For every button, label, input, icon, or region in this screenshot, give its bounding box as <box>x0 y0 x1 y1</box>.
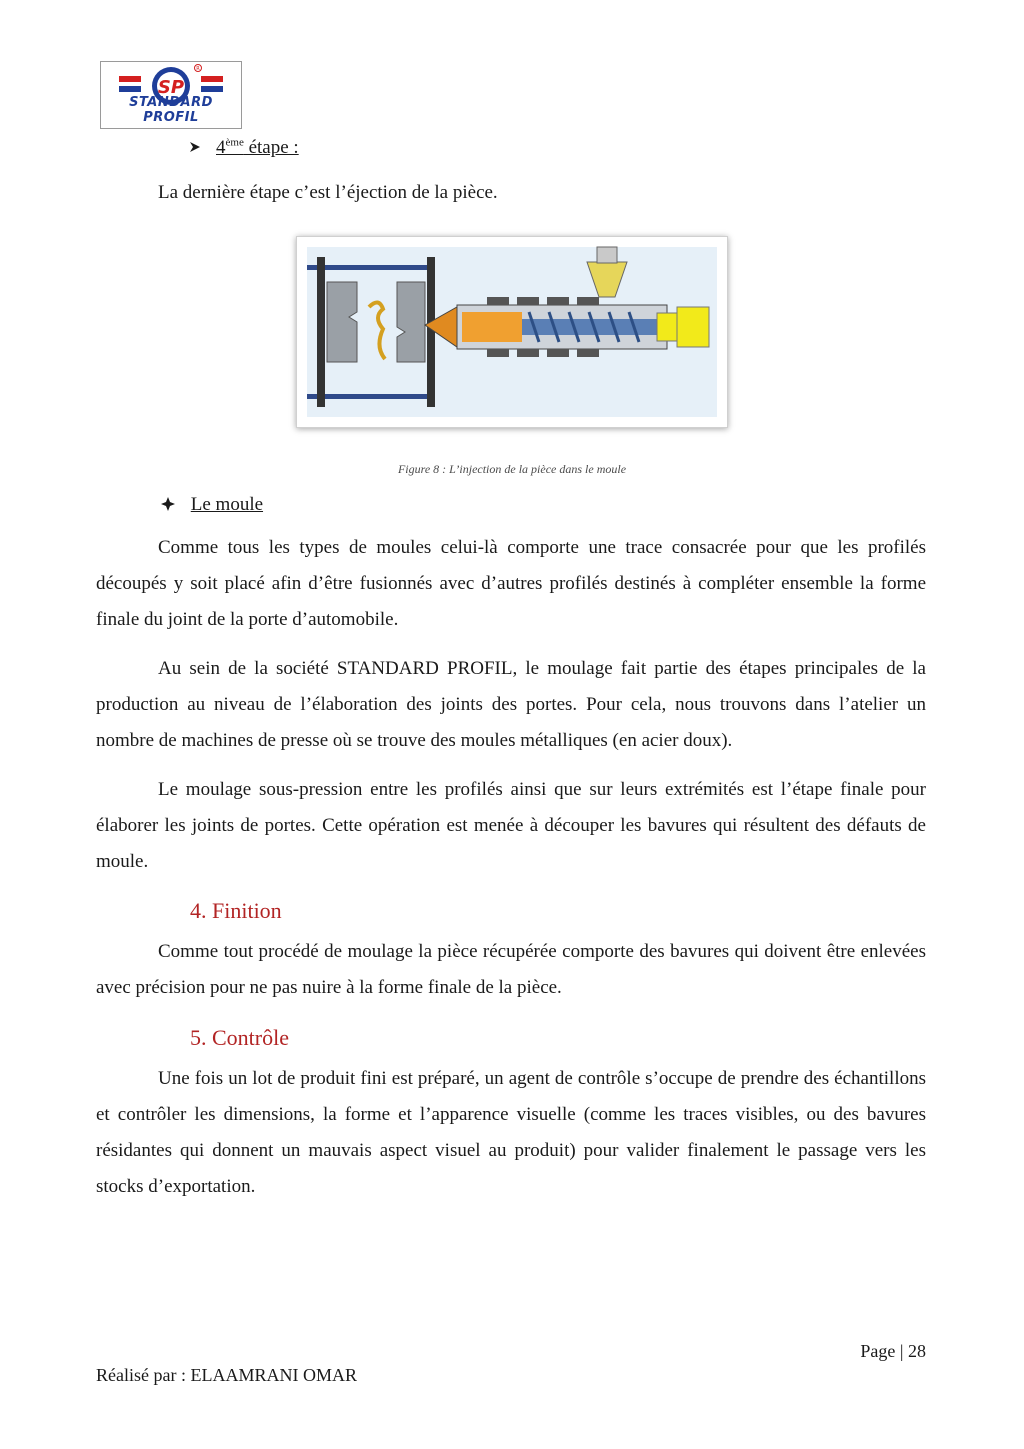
moule-title <box>160 494 263 516</box>
svg-text:R: R <box>196 66 200 72</box>
moule-paragraph-3 <box>96 772 926 880</box>
finition-heading: 4. Finition <box>190 898 282 923</box>
controle-heading: 5. Contrôle <box>190 1025 289 1050</box>
arrow-bullet-icon <box>188 140 202 154</box>
injection-figure <box>296 236 728 428</box>
svg-text:SP: SP <box>157 77 185 98</box>
step-number: 4 <box>216 137 226 159</box>
moule-paragraph-1 <box>96 530 926 638</box>
controle-paragraph-text: Une fois un lot de produit fini est préparé, un agent de contrôle s’occupe de prendre des échantillons et contrôler les dimensions, la forme et l’apparence visuelle (comme les traces visibles, ou des bavures résidantes qui donnent un mauvais aspect visuel au produit) pour valider finalement le passage vers les stocks d’exportation. <box>96 1068 926 1197</box>
injection-machine-diagram <box>297 237 727 427</box>
company-logo <box>100 61 242 129</box>
finition-paragraph <box>96 934 926 1006</box>
page-number: Page | 28 <box>860 1341 926 1361</box>
controle-paragraph <box>96 1061 926 1205</box>
step4-heading <box>188 137 299 159</box>
moule-paragraph-2 <box>96 651 926 759</box>
author-footer: Réalisé par : ELAAMRANI OMAR <box>96 1365 357 1385</box>
figure-caption: Figure 8 : L’injection de la pièce dans le moule <box>397 462 627 476</box>
step-sup: ème <box>225 137 244 149</box>
moule-title-label: Le moule <box>190 494 264 515</box>
intro-paragraph <box>96 175 926 211</box>
moule-paragraph-2-text: Au sein de la société STANDARD PROFIL, le moulage fait partie des étapes principales de la production au niveau de l’élaboration des joints des portes. Pour cela, nous trouvons dans l’atelier un nombre de machines de presse où se trouve des moules métalliques (en acier doux). <box>96 658 926 751</box>
step-label: étape : <box>243 137 299 159</box>
diamond-bullet-icon <box>160 496 176 512</box>
finition-paragraph-text: Comme tout procédé de moulage la pièce récupérée comporte des bavures qui doivent être enlevées avec précision pour ne pas nuire à la forme finale de la pièce. <box>96 941 926 998</box>
intro-text: La dernière étape c’est l’éjection de la pièce. <box>158 182 498 203</box>
moule-paragraph-3-text: Le moulage sous-pression entre les profilés ainsi que sur leurs extrémités est l’étape finale pour élaborer les joints de portes. Cette opération est menée à découper les bavures qui résultent des défauts de moule. <box>96 779 926 872</box>
logo-text: STANDARD PROFIL <box>129 95 213 125</box>
moule-paragraph-1-text: Comme tous les types de moules celui-là comporte une trace consacrée pour que les profilés découpés y soit placé afin d’être fusionnés avec d’autres profilés destinés à compléter ensemble la forme finale du joint de la porte d’automobile. <box>96 537 926 630</box>
